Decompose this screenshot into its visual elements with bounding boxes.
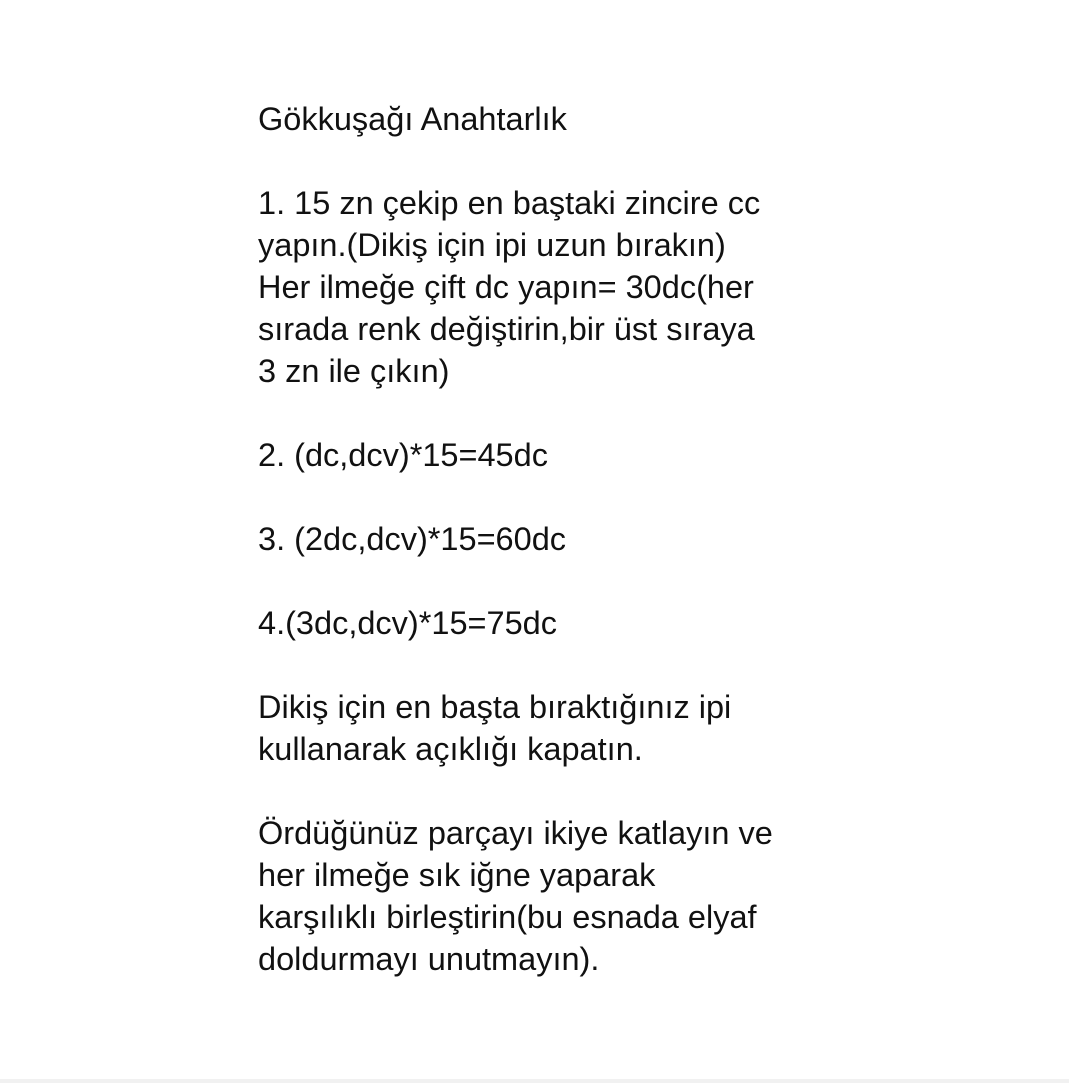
step-1: 1. 15 zn çekip en baştaki zincire cc yapın.(Dikiş için ipi uzun bırakın) Her ilmeğe çift dc yapın= 30dc(her sırada renk değiştirin,bir üst sıraya 3 zn ile çıkın) xyxy=(258,185,761,389)
sewing-instruction: Dikiş için en başta bıraktığınız ipi kullanarak açıklığı kapatın. xyxy=(258,689,732,767)
note-body xyxy=(258,98,978,980)
bottom-divider xyxy=(0,1079,1069,1083)
step-2: 2. (dc,dcv)*15=45dc xyxy=(258,437,548,473)
note-title: Gökkuşağı Anahtarlık xyxy=(258,101,567,137)
finishing-instruction: Ördüğünüz parçayı ikiye katlayın ve her ilmeğe sık iğne yaparak karşılıklı birleştirin(bu esnada elyaf doldurmayı unutmayın). xyxy=(258,815,773,977)
step-3: 3. (2dc,dcv)*15=60dc xyxy=(258,521,567,557)
step-4: 4.(3dc,dcv)*15=75dc xyxy=(258,605,558,641)
